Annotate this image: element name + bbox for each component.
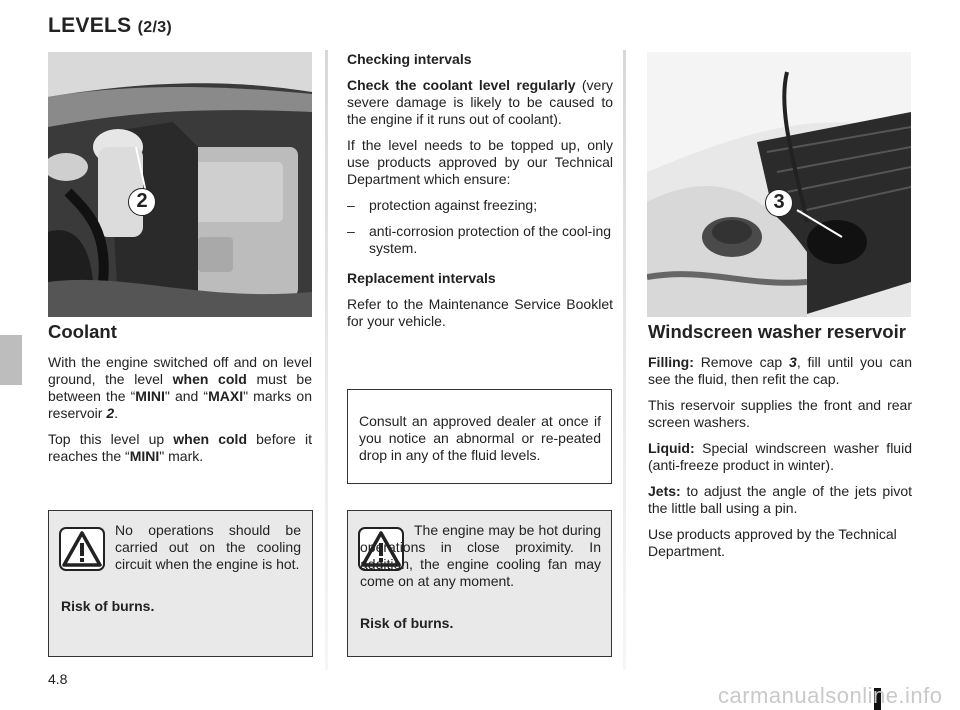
coolant-paragraph-2: Top this level up when cold before it reaches the “MINI" mark. xyxy=(48,431,312,464)
checking-paragraph: Check the coolant level regularly (very severe damage is likely to be caused to the engine if it runs out of coolant). xyxy=(347,77,614,127)
warning-triangle-icon xyxy=(59,527,105,571)
bullet-item-2: – anti-corrosion protection of the cool-ing system. xyxy=(347,223,612,256)
washer-section xyxy=(648,321,912,569)
callout-3: 3 xyxy=(765,189,793,217)
coolant-paragraph-1: With the engine switched off and on level ground, the level when cold must be between the “MINI" and “MAXI" marks on reservoir 2. xyxy=(48,354,312,421)
watermark: carmanualsonline.info xyxy=(718,683,943,708)
warning-engine-hot-text: The engine may be hot during operations in close proximity. In addition, the engine cooling fan may come on at any moment. xyxy=(360,522,601,589)
page-number: 4.8 xyxy=(48,671,68,687)
bullet-item-1: – protection against freezing; xyxy=(347,197,538,213)
warning-engine-hot-risk: Risk of burns. xyxy=(360,615,454,631)
title-subtitle: (2/3) xyxy=(137,19,173,36)
topup-paragraph: If the level needs to be topped up, only use products approved by our Technical Department which ensure: xyxy=(347,137,613,187)
intervals-section xyxy=(347,51,613,339)
washer-supply: This reservoir supplies the front and rear screen washers. xyxy=(648,397,912,430)
engine-bay-illustration xyxy=(48,52,312,317)
washer-heading: Windscreen washer reservoir xyxy=(648,321,906,342)
replacement-heading: Replacement intervals xyxy=(347,270,496,286)
washer-reservoir-photo xyxy=(647,52,911,317)
warning-box-cooling xyxy=(48,510,313,657)
callout-2: 2 xyxy=(128,188,156,216)
washer-jets: Jets: to adjust the angle of the jets pivot the little ball using a pin. xyxy=(648,483,912,516)
warning-box-engine-hot xyxy=(347,510,612,657)
replacement-paragraph: Refer to the Maintenance Service Booklet for your vehicle. xyxy=(347,296,613,329)
title-text: LEVELS xyxy=(48,14,132,37)
washer-bay-illustration xyxy=(647,52,911,317)
warning-cooling-risk: Risk of burns. xyxy=(61,598,155,614)
section-tab xyxy=(0,335,22,385)
coolant-section xyxy=(48,321,312,474)
column-divider-left xyxy=(325,50,328,670)
warning-cooling-text: No operations should be carried out on the cooling circuit when the engine is hot. xyxy=(115,522,301,572)
washer-approved: Use products approved by the Technical Department. xyxy=(648,526,897,559)
dealer-note-text: Consult an approved dealer at once if you notice an abnormal or re-peated drop in any of the fluid levels. xyxy=(359,413,601,463)
coolant-reservoir-photo xyxy=(48,52,312,317)
column-divider-right xyxy=(623,50,626,670)
checking-heading: Checking intervals xyxy=(347,51,472,67)
dealer-note-box xyxy=(347,389,612,484)
coolant-heading: Coolant xyxy=(48,321,117,342)
washer-filling: Filling: Remove cap 3, fill until you can see the fluid, then refit the cap. xyxy=(648,354,913,387)
washer-liquid: Liquid: Special windscreen washer fluid (anti-freeze product in winter). xyxy=(648,440,912,473)
page-title xyxy=(48,14,172,38)
